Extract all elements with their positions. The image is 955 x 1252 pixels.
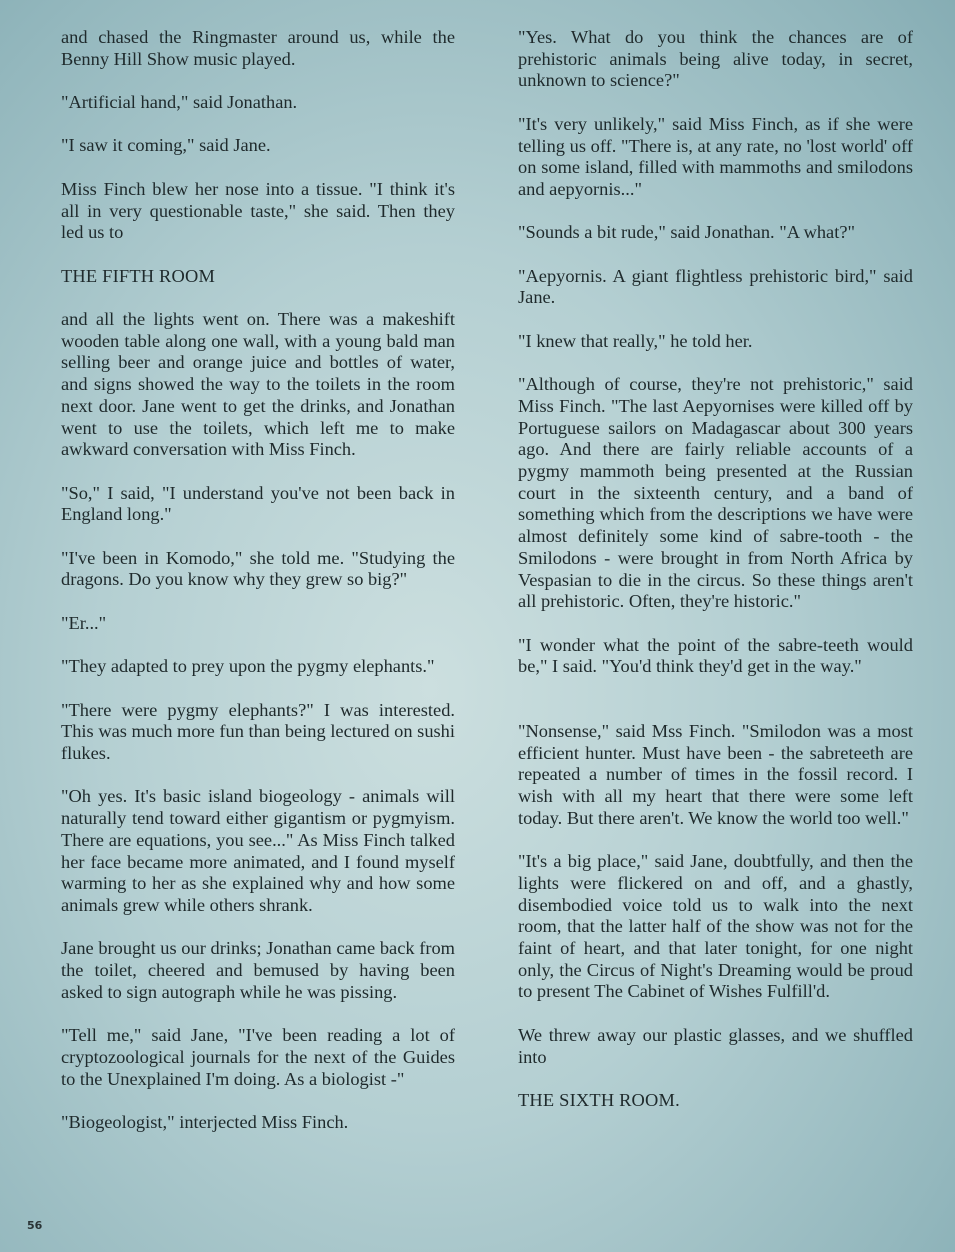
paragraph: and chased the Ringmaster around us, while the Benny Hill Show music played. [61,27,455,69]
section-heading: THE FIFTH ROOM [61,265,216,286]
paragraph: "Sounds a bit rude," said Jonathan. "A what?" [518,222,856,243]
paragraph: "Artificial hand," said Jonathan. [61,92,298,113]
paragraph: "Oh yes. It's basic island biogeology - animals will naturally tend toward either gigantism or pygmyism. There are equations, you see..." As Miss Finch talked her face became more animated, and I found myself warming to her as she explained why and how some animals grew while others shrank. [61,786,455,915]
paragraph: "Aepyornis. A giant flightless prehistoric bird," said Jane. [518,265,913,308]
paragraph: Miss Finch blew her nose into a tissue. "I think it's all in very questionable taste," she said. Then they led us to [61,178,455,243]
left-column [61,27,455,1155]
page-number: 56 [27,1219,43,1232]
paragraph: "So," I said, "I understand you've not been back in England long." [61,482,455,525]
paragraph: "They adapted to prey upon the pygmy elephants." [61,656,435,677]
right-column [518,27,913,1133]
paragraph: "I saw it coming," said Jane. [61,135,271,156]
paragraph: "Er..." [61,612,107,633]
paragraph: Jane brought us our drinks; Jonathan came back from the toilet, cheered and bemused by having been asked to sign autograph while he was pissing. [61,938,455,1002]
paragraph: "There were pygmy elephants?" I was interested. This was much more fun than being lectured on sushi flukes. [61,699,455,764]
paragraph: "I knew that really," he told her. [518,330,753,351]
paragraph: "Although of course, they're not prehistoric," said Miss Finch. "The last Aepyornises were killed off by Portuguese sailors on Madagascar about 300 years ago. And there are fairly reliable accounts of a pygmy mammoth being presented at the Russian court in the sixteenth century, and a band of something which from the descriptions we have were almost definitely some kind of sabre-tooth - the Smilodons - were brought in from North Africa by Vespasian to die in the circus. So these things aren't all prehistoric. Often, they're historic." [518,374,913,612]
paragraph: "Yes. What do you think the chances are of prehistoric animals being alive today, in secret, unknown to science?" [518,27,913,91]
paragraph: "Tell me," said Jane, "I've been reading a lot of cryptozoological journals for the next of the Guides to the Unexplained I'm doing. As a biologist -" [61,1025,455,1089]
paragraph: We threw away our plastic glasses, and we shuffled into [518,1024,913,1067]
paragraph: "Nonsense," said Mss Finch. "Smilodon was a most efficient hunter. Must have been - the sabreteeth are repeated a number of times in the fossil record. I wish with all my heart that there were some left today. But there aren't. We know the world too well." [518,721,913,828]
section-heading: THE SIXTH ROOM. [518,1089,680,1110]
paragraph: "I've been in Komodo," she told me. "Studying the dragons. Do you know why they grew so big?" [61,547,455,590]
paragraph: "I wonder what the point of the sabre-teeth would be," I said. "You'd think they'd get in the way." [518,634,913,677]
paragraph: and all the lights went on. There was a makeshift wooden table along one wall, with a young bald man selling beer and orange juice and bottles of water, and signs showed the way to the toilets in the room next door. Jane went to get the drinks, and Jonathan went to use the toilets, which left me to make awkward conversation with Miss Finch. [61,309,455,460]
paragraph: "It's very unlikely," said Miss Finch, as if she were telling us off. "There is, at any rate, no 'lost world' off on some island, filled with mammoths and smilodons and aepyornis..." [518,113,913,199]
paragraph: "It's a big place," said Jane, doubtfully, and then the lights were flickered on and off, and a ghastly, disembodied voice told us to walk into the next room, that the latter half of the show was not for the faint of heart, and that later tonight, for one night only, the Circus of Night's Dreaming would be proud to present The Cabinet of Wishes Fulfill'd. [518,851,913,1002]
paragraph: "Biogeologist," interjected Miss Finch. [61,1111,349,1132]
